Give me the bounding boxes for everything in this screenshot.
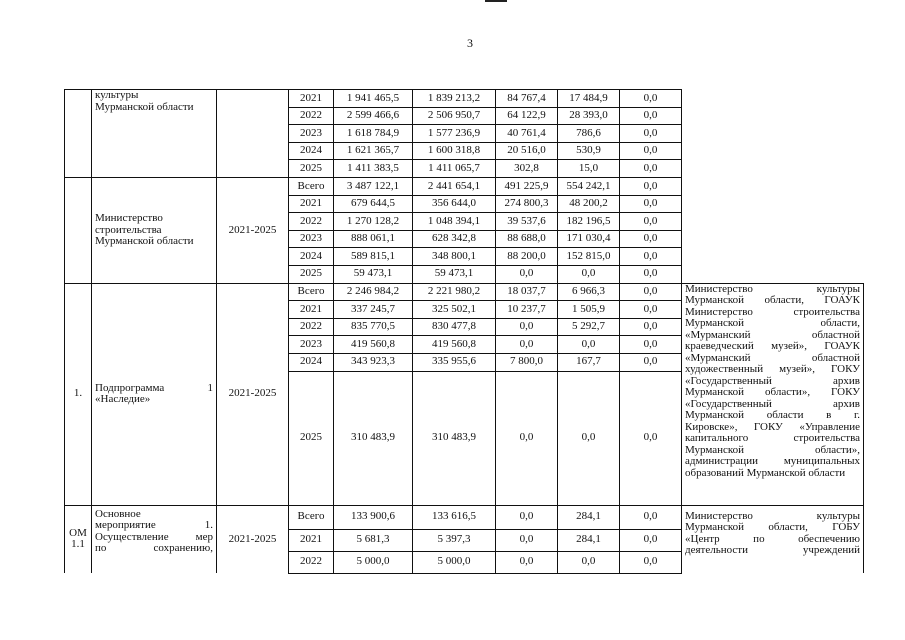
- value-cell: 39 537,6: [496, 213, 558, 231]
- year-cell: 2024: [289, 142, 334, 160]
- table-row: [65, 283, 864, 301]
- value-cell: 0,0: [496, 265, 558, 283]
- year-cell: 2025: [289, 160, 334, 178]
- year-cell: 2024: [289, 353, 334, 371]
- value-cell: 0,0: [620, 213, 682, 231]
- value-cell: 7 800,0: [496, 353, 558, 371]
- value-cell: 0,0: [620, 529, 682, 551]
- value-cell: 348 800,1: [413, 248, 496, 266]
- value-cell: 284,1: [558, 529, 620, 551]
- value-cell: 0,0: [558, 371, 620, 505]
- value-cell: 88 200,0: [496, 248, 558, 266]
- year-cell: 2021: [289, 301, 334, 319]
- value-cell: 888 061,1: [334, 230, 413, 248]
- value-cell: 0,0: [496, 318, 558, 336]
- executor-name-cell: Министерство строительства Мурманской области: [92, 177, 217, 283]
- top-edge-mark: [485, 0, 507, 2]
- value-cell: 310 483,9: [334, 371, 413, 505]
- value-cell: 1 411 383,5: [334, 160, 413, 178]
- value-cell: 0,0: [620, 505, 682, 529]
- value-cell: 15,0: [558, 160, 620, 178]
- executor-name-cell: культуры Мурманской области: [92, 90, 217, 178]
- value-cell: 310 483,9: [413, 371, 496, 505]
- row-number-cell: 1.: [65, 283, 92, 505]
- value-cell: 679 644,5: [334, 195, 413, 213]
- value-cell: 0,0: [620, 265, 682, 283]
- page-number: 3: [467, 36, 473, 50]
- value-cell: 84 767,4: [496, 90, 558, 108]
- value-cell: 5 397,3: [413, 529, 496, 551]
- value-cell: 0,0: [496, 336, 558, 354]
- funding-table: [64, 89, 864, 574]
- value-cell: 2 506 950,7: [413, 107, 496, 125]
- value-cell: 171 030,4: [558, 230, 620, 248]
- value-cell: 1 505,9: [558, 301, 620, 319]
- value-cell: 786,6: [558, 125, 620, 143]
- value-cell: 133 616,5: [413, 505, 496, 529]
- period-cell: 2021-2025: [217, 177, 289, 283]
- value-cell: 491 225,9: [496, 177, 558, 195]
- value-cell: 0,0: [620, 336, 682, 354]
- table-row: [65, 505, 864, 529]
- value-cell: 40 761,4: [496, 125, 558, 143]
- row-number-cell: ОМ 1.1: [65, 505, 92, 573]
- value-cell: 6 966,3: [558, 283, 620, 301]
- value-cell: 356 644,0: [413, 195, 496, 213]
- year-cell: 2025: [289, 265, 334, 283]
- value-cell: 28 393,0: [558, 107, 620, 125]
- empty-executors-cell: [682, 90, 864, 284]
- value-cell: 0,0: [620, 301, 682, 319]
- value-cell: 419 560,8: [334, 336, 413, 354]
- value-cell: 343 923,3: [334, 353, 413, 371]
- value-cell: 0,0: [620, 353, 682, 371]
- value-cell: 2 441 654,1: [413, 177, 496, 195]
- value-cell: 302,8: [496, 160, 558, 178]
- value-cell: 167,7: [558, 353, 620, 371]
- value-cell: 0,0: [496, 529, 558, 551]
- value-cell: 1 270 128,2: [334, 213, 413, 231]
- value-cell: 0,0: [620, 125, 682, 143]
- value-cell: 0,0: [620, 371, 682, 505]
- year-cell: 2021: [289, 90, 334, 108]
- value-cell: 10 237,7: [496, 301, 558, 319]
- value-cell: 152 815,0: [558, 248, 620, 266]
- value-cell: 530,9: [558, 142, 620, 160]
- table-row: [65, 90, 864, 108]
- value-cell: 59 473,1: [334, 265, 413, 283]
- value-cell: 0,0: [496, 505, 558, 529]
- value-cell: 419 560,8: [413, 336, 496, 354]
- year-cell: 2023: [289, 336, 334, 354]
- value-cell: 1 621 365,7: [334, 142, 413, 160]
- value-cell: 182 196,5: [558, 213, 620, 231]
- value-cell: 554 242,1: [558, 177, 620, 195]
- year-cell: 2021: [289, 195, 334, 213]
- year-cell: 2021: [289, 529, 334, 551]
- value-cell: 335 955,6: [413, 353, 496, 371]
- value-cell: 1 411 065,7: [413, 160, 496, 178]
- value-cell: 0,0: [620, 177, 682, 195]
- period-cell: 2021-2025: [217, 283, 289, 505]
- value-cell: 48 200,2: [558, 195, 620, 213]
- year-cell: Всего: [289, 505, 334, 529]
- year-cell: 2025: [289, 371, 334, 505]
- value-cell: 1 600 318,8: [413, 142, 496, 160]
- value-cell: 337 245,7: [334, 301, 413, 319]
- value-cell: 20 516,0: [496, 142, 558, 160]
- value-cell: 628 342,8: [413, 230, 496, 248]
- row-number-cell: [65, 177, 92, 283]
- value-cell: 0,0: [620, 90, 682, 108]
- year-cell: Всего: [289, 283, 334, 301]
- year-cell: 2022: [289, 107, 334, 125]
- value-cell: 2 221 980,2: [413, 283, 496, 301]
- value-cell: 3 487 122,1: [334, 177, 413, 195]
- value-cell: 18 037,7: [496, 283, 558, 301]
- value-cell: 0,0: [496, 371, 558, 505]
- period-cell: 2021-2025: [217, 505, 289, 573]
- value-cell: 59 473,1: [413, 265, 496, 283]
- period-cell: [217, 90, 289, 178]
- value-cell: 0,0: [620, 142, 682, 160]
- executors-cell: Министерство культуры Мурманской области, ГОБУ «Центр по обеспечению деятельности учреждений: [682, 505, 864, 573]
- value-cell: 0,0: [620, 248, 682, 266]
- value-cell: 0,0: [620, 107, 682, 125]
- year-cell: Всего: [289, 177, 334, 195]
- measure-name-cell: Основное мероприятие 1. Осуществление мер по сохранению,: [92, 505, 217, 573]
- value-cell: 1 618 784,9: [334, 125, 413, 143]
- executors-cell: Министерство культуры Мурманской области, ГОАУК Министерство строительства Мурманской области, «Мурманский областной краеведческий музей», ГОАУК «Мурманский областной художественный музей», ГОКУ «Государственный архив Мурманской области», ГОКУ «Государственный архив Мурманской области в г. Кировске», ГОКУ «Управление капитального строительства Мурманской области», администрации муниципальных образований Мурманской области: [682, 283, 864, 505]
- value-cell: 5 000,0: [413, 551, 496, 573]
- row-number-cell: [65, 90, 92, 178]
- year-cell: 2023: [289, 230, 334, 248]
- value-cell: 830 477,8: [413, 318, 496, 336]
- value-cell: 1 048 394,1: [413, 213, 496, 231]
- value-cell: 325 502,1: [413, 301, 496, 319]
- year-cell: 2022: [289, 213, 334, 231]
- value-cell: 0,0: [620, 195, 682, 213]
- value-cell: 5 292,7: [558, 318, 620, 336]
- value-cell: 88 688,0: [496, 230, 558, 248]
- value-cell: 2 599 466,6: [334, 107, 413, 125]
- value-cell: 0,0: [620, 230, 682, 248]
- value-cell: 274 800,3: [496, 195, 558, 213]
- value-cell: 0,0: [620, 551, 682, 573]
- value-cell: 0,0: [558, 551, 620, 573]
- year-cell: 2024: [289, 248, 334, 266]
- value-cell: 5 681,3: [334, 529, 413, 551]
- value-cell: 64 122,9: [496, 107, 558, 125]
- value-cell: 835 770,5: [334, 318, 413, 336]
- value-cell: 0,0: [496, 551, 558, 573]
- value-cell: 589 815,1: [334, 248, 413, 266]
- subprogram-name-cell: Подпрограмма 1 «Наследие»: [92, 283, 217, 505]
- value-cell: 2 246 984,2: [334, 283, 413, 301]
- year-cell: 2023: [289, 125, 334, 143]
- value-cell: 5 000,0: [334, 551, 413, 573]
- value-cell: 0,0: [620, 160, 682, 178]
- value-cell: 0,0: [558, 265, 620, 283]
- value-cell: 284,1: [558, 505, 620, 529]
- year-cell: 2022: [289, 551, 334, 573]
- value-cell: 0,0: [620, 283, 682, 301]
- value-cell: 1 577 236,9: [413, 125, 496, 143]
- value-cell: 17 484,9: [558, 90, 620, 108]
- value-cell: 1 839 213,2: [413, 90, 496, 108]
- value-cell: 0,0: [558, 336, 620, 354]
- value-cell: 133 900,6: [334, 505, 413, 529]
- year-cell: 2022: [289, 318, 334, 336]
- value-cell: 0,0: [620, 318, 682, 336]
- value-cell: 1 941 465,5: [334, 90, 413, 108]
